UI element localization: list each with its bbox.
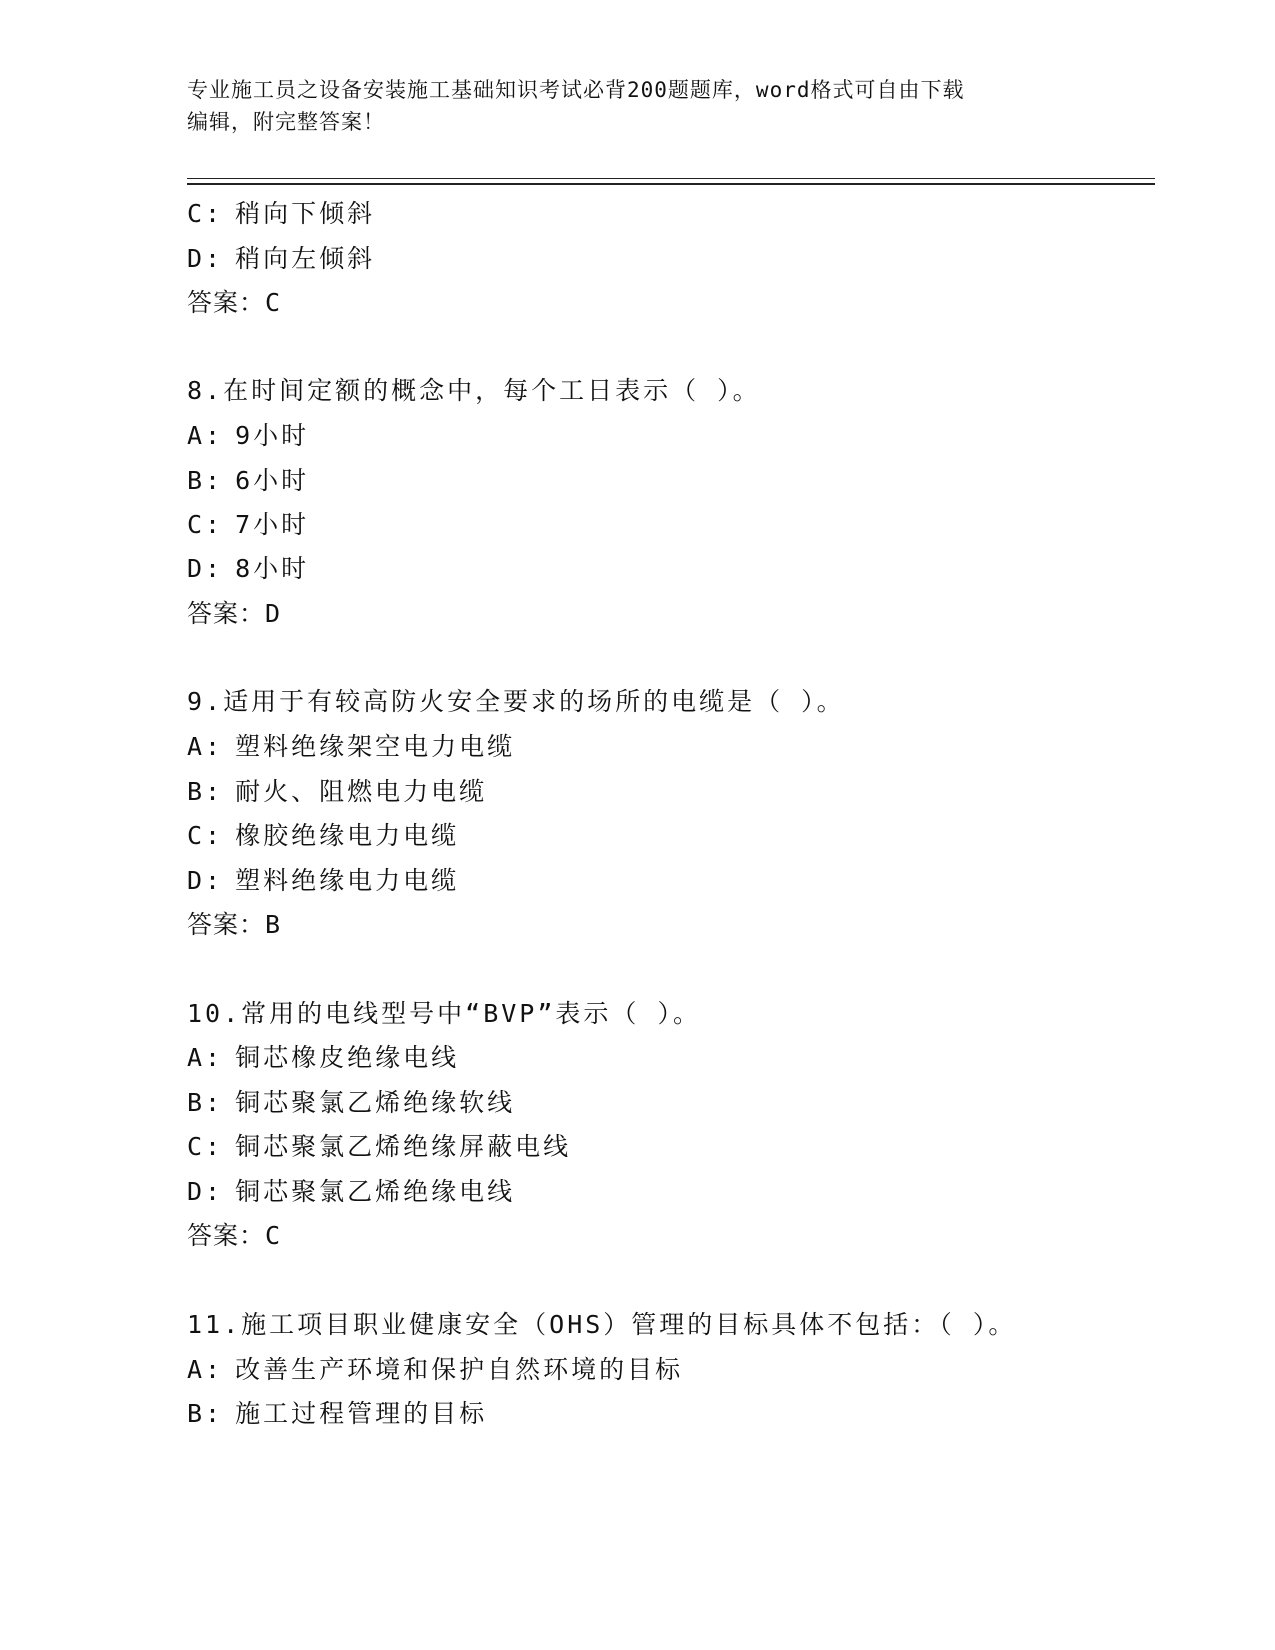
option-c — [187, 505, 309, 541]
option-a — [187, 416, 309, 452]
option-text: 7小时 — [235, 510, 310, 539]
option-label: C: — [187, 821, 224, 850]
question-stem: 9.适用于有较高防火安全要求的场所的电缆是（ ）。 — [187, 687, 845, 716]
option-a — [187, 727, 515, 763]
answer-label: 答案： — [187, 910, 266, 939]
option-label: B: — [187, 466, 224, 495]
option-label: B: — [187, 1399, 224, 1428]
option-c — [187, 194, 375, 230]
option-label: A: — [187, 421, 224, 450]
answer-line — [187, 283, 281, 319]
option-text: 6小时 — [235, 466, 310, 495]
option-text: 铜芯聚氯乙烯绝缘屏蔽电线 — [235, 1132, 572, 1161]
header-title-line-1: 专业施工员之设备安装施工基础知识考试必背200题题库，word格式可自由下载 — [187, 78, 965, 102]
option-text: 8小时 — [235, 554, 310, 583]
answer-label: 答案： — [187, 288, 266, 317]
option-text: 铜芯聚氯乙烯绝缘软线 — [235, 1088, 516, 1117]
option-text: 稍向左倾斜 — [235, 244, 376, 273]
option-label: D: — [187, 1177, 224, 1206]
option-d — [187, 239, 375, 275]
option-label: A: — [187, 732, 224, 761]
answer-label: 答案： — [187, 1221, 266, 1250]
option-label: A: — [187, 1043, 224, 1072]
option-text: 耐火、阻燃电力电缆 — [235, 777, 488, 806]
option-d — [187, 1172, 515, 1208]
option-text: 塑料绝缘电力电缆 — [235, 866, 460, 895]
option-b — [187, 461, 309, 497]
option-label: D: — [187, 866, 224, 895]
header-divider-thin — [187, 178, 1155, 179]
option-c — [187, 1127, 571, 1163]
header-divider-thick — [187, 183, 1155, 185]
option-c — [187, 816, 459, 852]
option-text: 橡胶绝缘电力电缆 — [235, 821, 460, 850]
option-text: 改善生产环境和保护自然环境的目标 — [235, 1355, 684, 1384]
option-text: 塑料绝缘架空电力电缆 — [235, 732, 516, 761]
option-text: 9小时 — [235, 421, 310, 450]
option-label: B: — [187, 777, 224, 806]
option-label: C: — [187, 1132, 224, 1161]
header-title-line-2: 编辑，附完整答案！ — [187, 110, 385, 134]
option-text: 铜芯聚氯乙烯绝缘电线 — [235, 1177, 516, 1206]
option-label: D: — [187, 244, 224, 273]
option-label: C: — [187, 199, 224, 228]
option-text: 稍向下倾斜 — [235, 199, 376, 228]
answer-line — [187, 1216, 281, 1252]
option-d — [187, 861, 459, 897]
answer-line — [187, 905, 281, 941]
question-stem: 10.常用的电线型号中“BVP”表示（ ）。 — [187, 999, 701, 1028]
question-stem: 11.施工项目职业健康安全（OHS）管理的目标具体不包括：（ ）。 — [187, 1310, 1017, 1339]
option-text: 铜芯橡皮绝缘电线 — [235, 1043, 460, 1072]
answer-value: C — [265, 288, 282, 317]
question-stem: 8.在时间定额的概念中，每个工日表示（ ）。 — [187, 376, 761, 405]
option-b — [187, 1083, 515, 1119]
option-d — [187, 549, 309, 585]
document-header — [187, 74, 1067, 138]
option-text: 施工过程管理的目标 — [235, 1399, 488, 1428]
option-a — [187, 1350, 683, 1386]
answer-label: 答案： — [187, 599, 266, 628]
option-label: D: — [187, 554, 224, 583]
answer-value: C — [265, 1221, 282, 1250]
answer-line — [187, 594, 281, 630]
option-label: B: — [187, 1088, 224, 1117]
option-b — [187, 772, 487, 808]
option-label: A: — [187, 1355, 224, 1384]
option-label: C: — [187, 510, 224, 539]
option-a — [187, 1038, 459, 1074]
option-b — [187, 1394, 487, 1430]
answer-value: D — [265, 599, 282, 628]
answer-value: B — [265, 910, 282, 939]
